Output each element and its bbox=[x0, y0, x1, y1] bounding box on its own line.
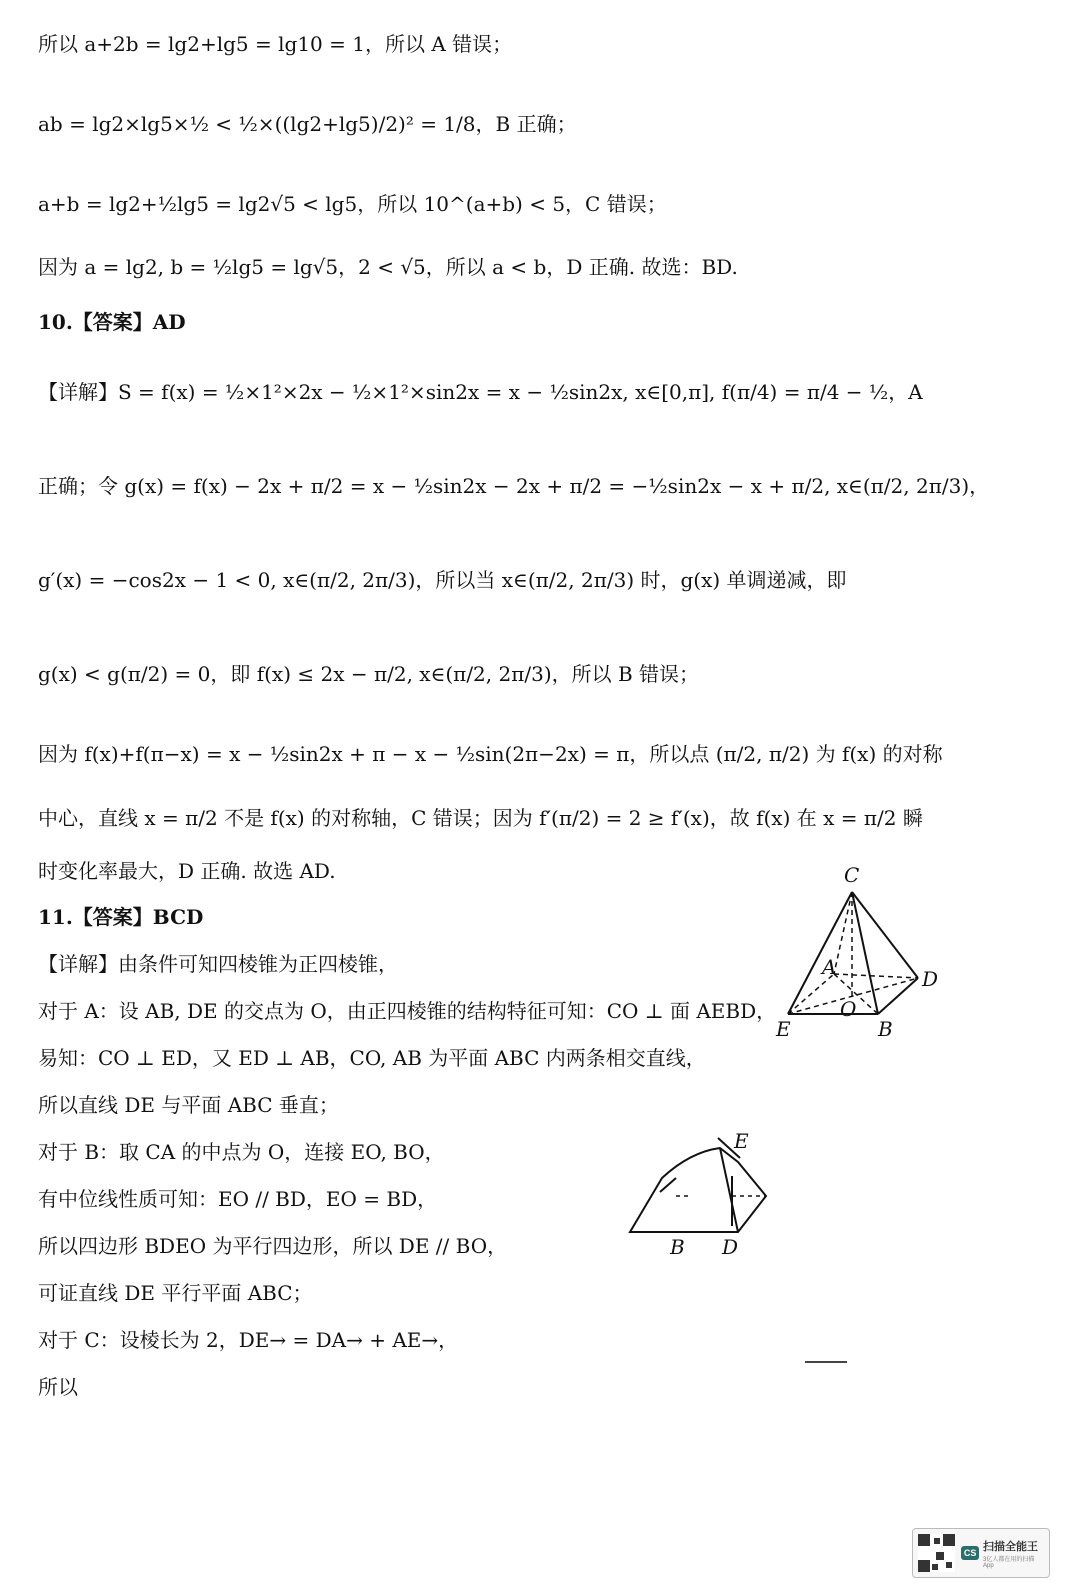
text-line: 【详解】由条件可知四棱锥为正四棱锥， bbox=[38, 952, 398, 976]
label-E: E bbox=[734, 1130, 749, 1153]
text-line: 有中位线性质可知：EO // BD，EO = BD， bbox=[38, 1187, 438, 1211]
text-line: 【详解】S = f(x) = ½×1²×2x − ½×1²×sin2x = x − ½sin2x, x∈[0,π], f(π/4) = π/4 − ½，A bbox=[38, 380, 923, 404]
scanner-watermark bbox=[912, 1528, 1050, 1578]
label-B: B bbox=[670, 1235, 685, 1259]
text-line: a+b = lg2+½lg5 = lg2√5 < lg5，所以 10^(a+b) < 5，C 错误； bbox=[38, 192, 667, 216]
label-D: D bbox=[922, 967, 939, 991]
pyramid-figure bbox=[770, 858, 950, 1048]
text-line: 中心，直线 x = π/2 不是 f(x) 的对称轴，C 错误；因为 f′(π/2) = 2 ≥ f′(x)，故 f(x) 在 x = π/2 瞬 bbox=[38, 806, 923, 830]
text-line: 易知：CO ⊥ ED，又 ED ⊥ AB，CO, AB 为平面 ABC 内两条相交直线， bbox=[38, 1046, 706, 1070]
stamp-sub: 3亿人都在用的扫描App bbox=[983, 1556, 1035, 1569]
text-line: 所以四边形 BDEO 为平行四边形，所以 DE // BO， bbox=[38, 1234, 508, 1258]
stray-mark bbox=[805, 1361, 847, 1363]
label-O: O bbox=[840, 997, 857, 1021]
text-line: 所以 bbox=[38, 1375, 78, 1399]
text-line: g′(x) = −cos2x − 1 < 0, x∈(π/2, 2π/3)，所以当 x∈(π/2, 2π/3) 时，g(x) 单调递减，即 bbox=[38, 568, 847, 592]
text-line: 时变化率最大，D 正确. 故选 AD. bbox=[38, 859, 336, 883]
text-line: 所以 a+2b = lg2+lg5 = lg10 = 1，所以 A 错误； bbox=[38, 32, 513, 56]
cs-logo-icon: CS bbox=[961, 1546, 979, 1560]
stamp-name: 扫描全能王 bbox=[983, 1540, 1039, 1553]
text-line: 可证直线 DE 平行平面 ABC； bbox=[38, 1281, 313, 1305]
label-A: A bbox=[822, 955, 837, 979]
label-B: B bbox=[878, 1017, 893, 1041]
text-line: 正确；令 g(x) = f(x) − 2x + π/2 = x − ½sin2x − 2x + π/2 = −½sin2x − x + π/2, x∈(π/2, 2π/3)， bbox=[38, 474, 990, 498]
text-line: 因为 f(x)+f(π−x) = x − ½sin2x + π − x − ½sin(2π−2x) = π，所以点 (π/2, π/2) 为 f(x) 的对称 bbox=[38, 742, 943, 766]
label-C: C bbox=[844, 863, 860, 887]
text-line: 对于 A：设 AB, DE 的交点为 O，由正四棱锥的结构特征可知：CO ⊥ 面 AEBD， bbox=[38, 999, 777, 1023]
text-line: ab = lg2×lg5×½ < ½×((lg2+lg5)/2)² = 1/8，B 正确； bbox=[38, 112, 577, 136]
text-line: g(x) < g(π/2) = 0，即 f(x) ≤ 2x − π/2, x∈(π/2, 2π/3)，所以 B 错误； bbox=[38, 662, 700, 686]
text-line: 对于 C：设棱长为 2，DE→ = DA→ + AE→， bbox=[38, 1328, 459, 1352]
answer-heading-10: 10.【答案】AD bbox=[38, 310, 186, 334]
text-line: 对于 B：取 CA 的中点为 O，连接 EO, BO， bbox=[38, 1140, 445, 1164]
label-D: D bbox=[722, 1235, 739, 1259]
text-line: 因为 a = lg2, b = ½lg5 = lg√5，2 < √5，所以 a < b，D 正确. 故选：BD. bbox=[38, 255, 738, 279]
qr-code-icon bbox=[918, 1534, 955, 1572]
answer-heading-11: 11.【答案】BCD bbox=[38, 905, 204, 929]
sketch-figure bbox=[620, 1130, 780, 1260]
text-line: 所以直线 DE 与平面 ABC 垂直； bbox=[38, 1093, 339, 1117]
label-E: E bbox=[776, 1017, 791, 1041]
